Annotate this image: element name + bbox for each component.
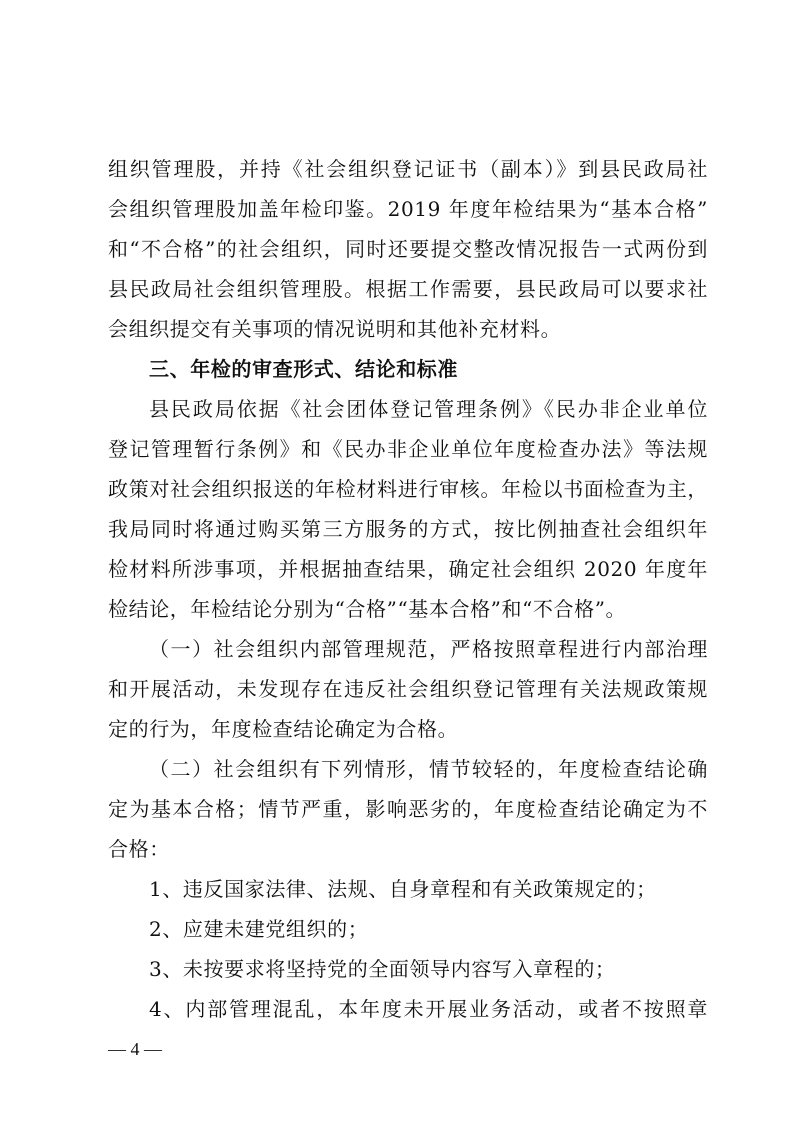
body-text-line: 会组织管理股加盖年检印鉴。2019 年度年检结果为“基本合格” xyxy=(108,197,708,221)
body-text-line: 检结论，年检结论分别为“合格”“基本合格”和“不合格”。 xyxy=(108,597,627,621)
list-item: 2、应建未建党组织的； xyxy=(149,917,369,941)
body-text-line: 县民政局依据《社会团体登记管理条例》《民办非企业单位 xyxy=(149,397,708,421)
list-item: 4、内部管理混乱，本年度未开展业务活动，或者不按照章 xyxy=(149,997,708,1021)
body-text-line: 合格： xyxy=(108,837,170,861)
body-text-line: 组织管理股，并持《社会组织登记证书（副本）》到县民政局社 xyxy=(108,157,708,181)
body-text-line: 登记管理暂行条例》和《民办非企业单位年度检查办法》等法规 xyxy=(108,437,708,461)
body-text-line: 县民政局社会组织管理股。根据工作需要，县民政局可以要求社 xyxy=(108,277,708,301)
body-text-line: 我局同时将通过购买第三方服务的方式，按比例抽查社会组织年 xyxy=(108,517,708,541)
body-text-line: 定为基本合格；情节严重，影响恶劣的，年度检查结论确定为不 xyxy=(108,797,708,821)
section-heading: 三、年检的审查形式、结论和标准 xyxy=(149,357,458,381)
body-text-line: （二）社会组织有下列情形，情节较轻的，年度检查结论确 xyxy=(149,757,708,781)
list-item: 1、违反国家法律、法规、自身章程和有关政策规定的； xyxy=(149,877,657,901)
body-text-line: 定的行为，年度检查结论确定为合格。 xyxy=(108,717,459,741)
body-text-line: 政策对社会组织报送的年检材料进行审核。年检以书面检查为主， xyxy=(108,477,708,501)
body-text-line: 和开展活动，未发现存在违反社会组织登记管理有关法规政策规 xyxy=(108,677,708,701)
list-item: 3、未按要求将坚持党的全面领导内容写入章程的； xyxy=(149,957,616,981)
body-text-line: 会组织提交有关事项的情况说明和其他补充材料。 xyxy=(108,317,562,341)
page-number: — 4 — xyxy=(108,1039,162,1059)
body-text-line: 检材料所涉事项，并根据抽查结果，确定社会组织 2020 年度年 xyxy=(108,557,708,581)
body-text-line: （一）社会组织内部管理规范，严格按照章程进行内部治理 xyxy=(149,637,708,661)
body-text-line: 和“不合格”的社会组织，同时还要提交整改情况报告一式两份到 xyxy=(108,237,708,261)
